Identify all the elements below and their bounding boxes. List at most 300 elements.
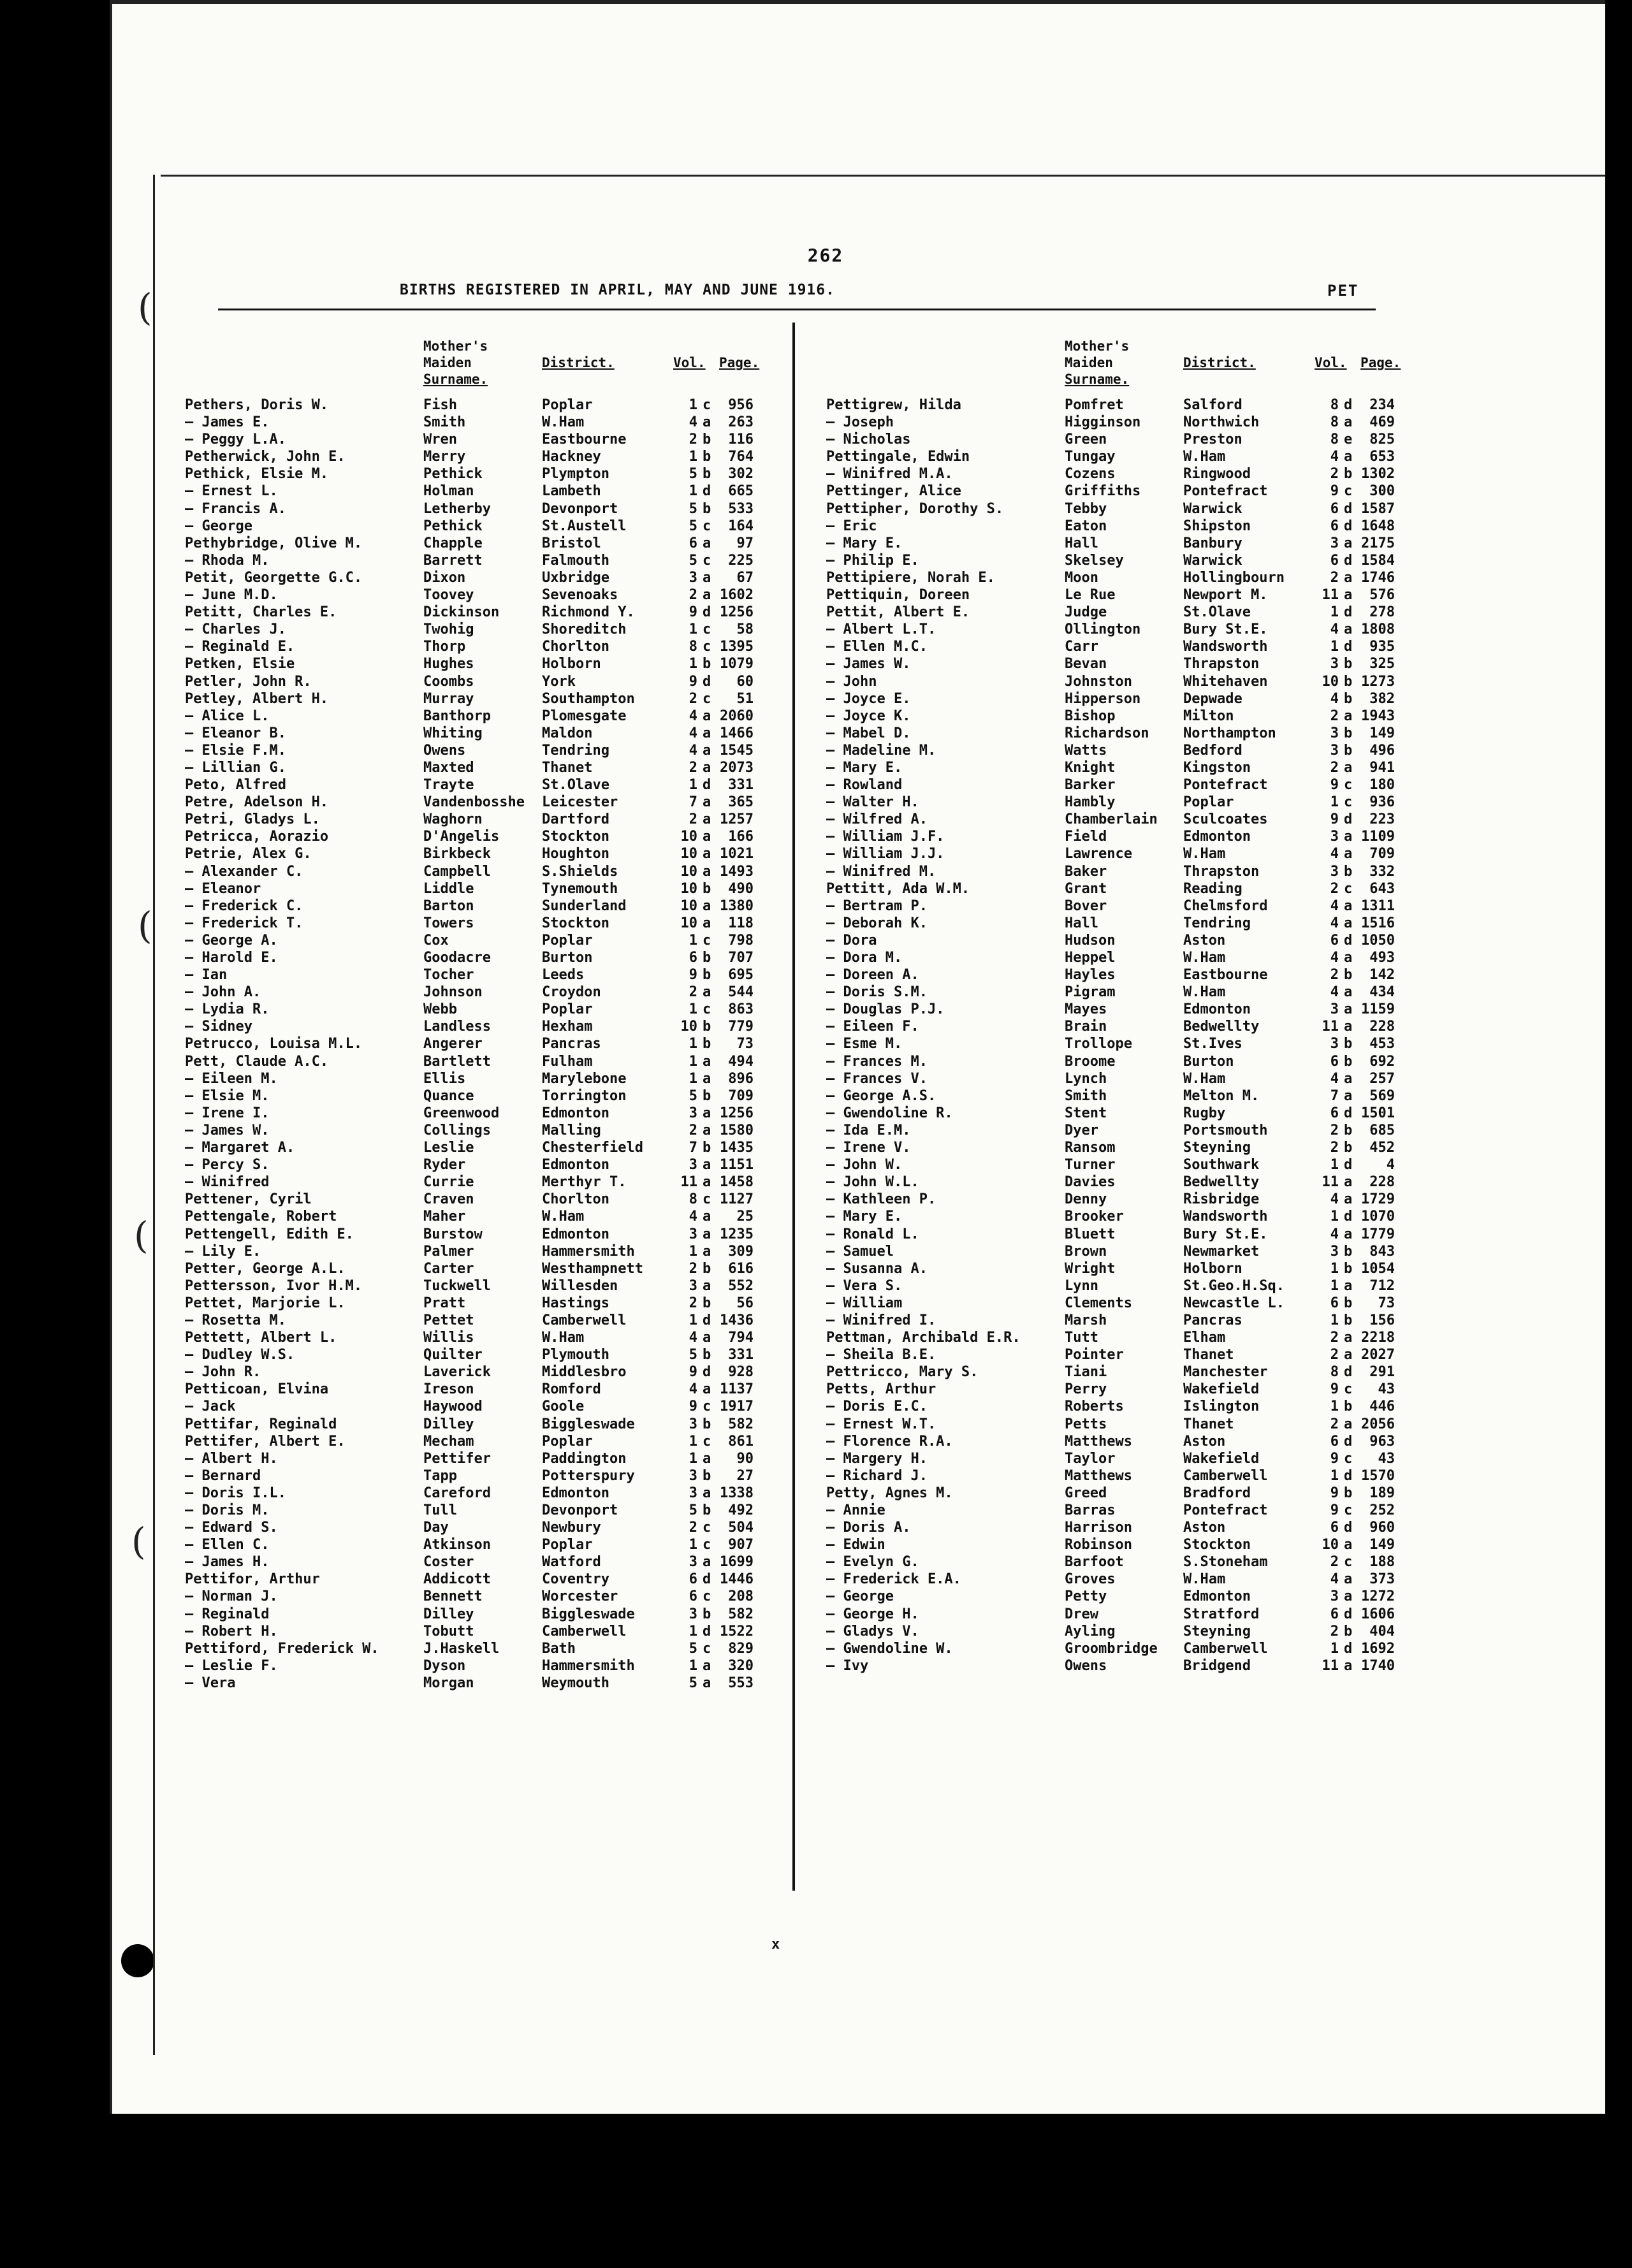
table-row xyxy=(826,1588,1400,1605)
entry-volume-part: d xyxy=(703,1364,711,1381)
entry-maiden-surname: Greenwood xyxy=(423,1105,500,1121)
table-row xyxy=(826,794,1400,811)
entry-volume: 3 xyxy=(688,1416,697,1432)
entry-name: — John W.L. xyxy=(826,1174,919,1191)
entry-name: — James W. xyxy=(826,656,911,672)
table-row xyxy=(826,1450,1400,1467)
entry-district: Marylebone xyxy=(542,1070,627,1087)
entry-volume: 4 xyxy=(1330,449,1339,465)
entry-volume-part: c xyxy=(703,1537,711,1553)
entry-maiden-surname: Brown xyxy=(1065,1243,1107,1260)
entry-maiden-surname: Lynn xyxy=(1065,1277,1098,1294)
entry-name: Pettett, Albert L. xyxy=(185,1330,337,1346)
entry-volume: 1 xyxy=(688,1312,697,1328)
entry-volume-part: c xyxy=(1344,1450,1353,1467)
entry-volume: 6 xyxy=(1330,1606,1339,1622)
entry-maiden-surname: Cozens xyxy=(1065,466,1116,483)
entry-district: Sculcoates xyxy=(1183,811,1268,828)
entry-name: Pettit, Albert E. xyxy=(826,604,970,621)
entry-volume-part: a xyxy=(703,1053,711,1070)
entry-maiden-surname: Burstow xyxy=(423,1226,483,1242)
entry-page: 764 xyxy=(728,449,754,465)
entry-name: — William J.J. xyxy=(826,846,945,862)
entry-volume-part: d xyxy=(1344,1520,1353,1536)
entry-volume: 4 xyxy=(688,1209,697,1225)
entry-name: — Douglas P.J. xyxy=(826,1001,945,1018)
entry-volume: 2 xyxy=(688,984,697,1001)
entry-district: Rugby xyxy=(1183,1105,1226,1121)
entry-page: 1257 xyxy=(720,811,754,828)
entry-maiden-surname: Green xyxy=(1065,432,1107,448)
entry-district: Stratford xyxy=(1183,1606,1260,1622)
entry-volume-part: a xyxy=(1344,898,1353,914)
table-row xyxy=(826,1191,1400,1208)
entry-name: Petitt, Charles E. xyxy=(185,604,337,621)
entry-page: 582 xyxy=(728,1416,754,1432)
entry-page: 180 xyxy=(1369,777,1395,794)
table-row xyxy=(185,1001,759,1018)
entry-maiden-surname: Perry xyxy=(1065,1381,1107,1398)
entry-volume: 2 xyxy=(1330,759,1339,776)
entry-volume: 7 xyxy=(688,794,697,811)
entry-volume-part: d xyxy=(1344,1157,1353,1174)
entry-page: 25 xyxy=(736,1209,754,1225)
table-row xyxy=(185,396,759,414)
entry-volume-part: c xyxy=(703,932,711,949)
entry-maiden-surname: Bennett xyxy=(423,1588,483,1605)
entry-name: — Ronald L. xyxy=(826,1226,919,1242)
entry-name: — James E. xyxy=(185,414,270,431)
entry-name: — Leslie F. xyxy=(185,1657,278,1674)
entry-name: — Dora xyxy=(826,932,877,949)
entry-name: — Ian xyxy=(185,967,228,984)
entry-district: Holborn xyxy=(542,656,601,672)
table-row xyxy=(826,776,1400,794)
entry-name: — Rowland xyxy=(826,777,903,794)
entry-volume: 4 xyxy=(1330,1571,1339,1588)
entry-page: 1692 xyxy=(1361,1640,1395,1657)
table-row xyxy=(185,1398,759,1415)
entry-maiden-surname: Smith xyxy=(1065,1087,1107,1104)
table-row xyxy=(185,1606,759,1623)
entry-volume-part: b xyxy=(703,466,711,483)
entry-maiden-surname: Tutt xyxy=(1065,1330,1098,1346)
entry-maiden-surname: Webb xyxy=(423,1001,457,1018)
entry-name: Pettigrew, Hilda xyxy=(826,397,961,413)
entry-page: 1545 xyxy=(720,742,754,759)
entry-name: Pethybridge, Olive M. xyxy=(185,535,363,551)
entry-volume: 6 xyxy=(688,950,697,966)
entry-volume-part: b xyxy=(703,1036,711,1052)
entry-district: Biggleswade xyxy=(542,1416,635,1432)
entry-volume: 6 xyxy=(688,1588,697,1605)
entry-district: Bath xyxy=(542,1640,576,1657)
entry-district: Eastbourne xyxy=(542,432,627,448)
entry-name: — Eleanor B. xyxy=(185,725,286,741)
entry-volume: 3 xyxy=(1330,1243,1339,1260)
entry-district: Newport M. xyxy=(1183,587,1268,604)
table-row xyxy=(826,880,1400,898)
entry-page: 1311 xyxy=(1361,898,1395,914)
entry-name: Pethers, Doris W. xyxy=(185,397,329,413)
table-row xyxy=(826,1571,1400,1588)
table-row xyxy=(826,1001,1400,1018)
entry-page: 552 xyxy=(728,1277,754,1294)
entry-volume-part: a xyxy=(703,1174,711,1191)
table-row xyxy=(826,742,1400,759)
entry-name: — John A. xyxy=(185,984,261,1001)
entry-volume-part: a xyxy=(703,1209,711,1225)
entry-page: 118 xyxy=(728,915,754,931)
entry-volume-part: a xyxy=(703,708,711,724)
entry-volume-part: a xyxy=(703,1450,711,1467)
entry-page: 1256 xyxy=(720,604,754,621)
table-row xyxy=(826,586,1400,604)
entry-maiden-surname: Chamberlain xyxy=(1065,811,1158,828)
entry-volume: 3 xyxy=(688,1105,697,1121)
entry-page: 490 xyxy=(728,880,754,897)
entry-volume-part: d xyxy=(1344,1606,1353,1622)
entry-page: 504 xyxy=(728,1520,754,1536)
column-headers xyxy=(185,338,759,396)
entry-volume-part: a xyxy=(1344,1226,1353,1242)
entry-district: Wandsworth xyxy=(1183,639,1268,655)
entry-page: 1070 xyxy=(1361,1209,1395,1225)
table-row xyxy=(826,1018,1400,1035)
entry-volume: 10 xyxy=(680,863,697,880)
entry-volume-part: c xyxy=(1344,1381,1353,1398)
entry-name: — Joyce K. xyxy=(826,708,911,724)
entry-name: Pettipher, Dorothy S. xyxy=(826,500,1004,517)
entry-maiden-surname: Hambly xyxy=(1065,794,1116,811)
entry-volume-part: a xyxy=(703,1226,711,1242)
entry-district: Edmonton xyxy=(542,1485,609,1501)
table-row xyxy=(826,1087,1400,1105)
entry-volume-part: a xyxy=(703,535,711,551)
entry-volume: 2 xyxy=(688,811,697,828)
entry-volume-part: c xyxy=(703,518,711,534)
entry-name: — George A. xyxy=(185,932,278,949)
table-row xyxy=(185,552,759,569)
entry-name: Petricca, Aorazio xyxy=(185,829,329,845)
entry-district: Aston xyxy=(1183,932,1226,949)
entry-district: Tendring xyxy=(542,742,609,759)
entry-district: Merthyr T. xyxy=(542,1174,627,1191)
entry-page: 278 xyxy=(1369,604,1395,621)
maiden-header-line-2: Maiden xyxy=(423,355,472,370)
table-row xyxy=(185,655,759,672)
entry-volume: 2 xyxy=(688,432,697,448)
entry-name: — Margaret A. xyxy=(185,1140,295,1156)
margin-bracket-mark: ( xyxy=(138,286,152,329)
entry-district: Risbridge xyxy=(1183,1191,1260,1208)
entry-district: Camberwell xyxy=(542,1623,627,1639)
entry-district: Wakefield xyxy=(1183,1450,1260,1467)
entry-volume-part: b xyxy=(703,449,711,465)
entry-page: 291 xyxy=(1369,1364,1395,1381)
entry-district: Shoreditch xyxy=(542,622,627,638)
entry-volume: 3 xyxy=(688,1277,697,1294)
entry-volume-part: d xyxy=(1344,811,1353,828)
entry-maiden-surname: Toovey xyxy=(423,587,474,604)
entry-name: — John W. xyxy=(826,1157,903,1174)
table-row xyxy=(826,1346,1400,1363)
entry-name: — Robert H. xyxy=(185,1623,278,1639)
entry-volume-part: a xyxy=(1344,1571,1353,1588)
entry-district: Thanet xyxy=(1183,1416,1234,1432)
entry-volume-part: a xyxy=(1344,829,1353,845)
entry-name: — June M.D. xyxy=(185,587,278,604)
entry-volume-part: d xyxy=(703,673,711,690)
table-row xyxy=(185,776,759,794)
entry-page: 829 xyxy=(728,1640,754,1657)
entry-volume: 4 xyxy=(688,414,697,431)
entry-name: — Vera xyxy=(185,1675,236,1691)
entry-name: — Rosetta M. xyxy=(185,1312,286,1328)
entry-volume: 2 xyxy=(1330,880,1339,897)
entry-name: — Walter H. xyxy=(826,794,919,811)
table-row xyxy=(185,604,759,621)
entry-maiden-surname: Tiani xyxy=(1065,1364,1107,1381)
entry-district: Pancras xyxy=(1183,1312,1242,1328)
entry-district: Whitehaven xyxy=(1183,673,1268,690)
entry-volume-part: b xyxy=(703,1140,711,1156)
entry-name: — Eileen F. xyxy=(826,1019,919,1035)
entry-volume: 6 xyxy=(1330,518,1339,534)
entry-district: Torrington xyxy=(542,1087,627,1104)
table-row xyxy=(185,1226,759,1243)
entry-page: 1137 xyxy=(720,1381,754,1398)
entry-maiden-surname: Waghorn xyxy=(423,811,483,828)
table-row xyxy=(185,1105,759,1122)
entry-maiden-surname: Richardson xyxy=(1065,725,1149,741)
entry-page: 300 xyxy=(1369,483,1395,500)
entry-volume-part: b xyxy=(1344,1399,1353,1415)
entry-maiden-surname: Broome xyxy=(1065,1053,1116,1070)
table-row xyxy=(185,1381,759,1398)
entry-page: 43 xyxy=(1378,1381,1395,1398)
entry-maiden-surname: Craven xyxy=(423,1191,474,1208)
table-row xyxy=(826,1260,1400,1277)
table-row xyxy=(185,569,759,586)
entry-volume: 4 xyxy=(1330,622,1339,638)
entry-volume: 3 xyxy=(688,1554,697,1571)
entry-page: 2056 xyxy=(1361,1416,1395,1432)
entry-volume-part: d xyxy=(1344,1209,1353,1225)
entry-volume: 3 xyxy=(688,1606,697,1622)
entry-name: — Winifred M.A. xyxy=(826,466,953,483)
table-row xyxy=(826,1363,1400,1381)
entry-name: Pettipiere, Norah E. xyxy=(826,569,995,586)
table-row xyxy=(826,1226,1400,1243)
page-edge-top xyxy=(110,0,1605,4)
entry-district: Melton M. xyxy=(1183,1087,1260,1104)
entry-volume-part: b xyxy=(1344,1260,1353,1277)
entry-volume: 1 xyxy=(688,483,697,500)
entry-maiden-surname: Matthews xyxy=(1065,1467,1132,1484)
entry-volume: 10 xyxy=(680,1019,697,1035)
entry-maiden-surname: Johnston xyxy=(1065,673,1132,690)
entry-name: — Frances M. xyxy=(826,1053,928,1070)
entry-volume-part: b xyxy=(1344,1122,1353,1138)
entry-page: 1580 xyxy=(720,1122,754,1138)
entry-volume: 9 xyxy=(688,1364,697,1381)
entry-volume-part: b xyxy=(703,1502,711,1518)
entry-district: W.Ham xyxy=(542,414,585,431)
entry-maiden-surname: Mayes xyxy=(1065,1001,1107,1018)
entry-page: 331 xyxy=(728,777,754,794)
entry-volume: 10 xyxy=(680,880,697,897)
entry-maiden-surname: Greed xyxy=(1065,1485,1107,1501)
table-row xyxy=(826,1156,1400,1174)
entry-page: 331 xyxy=(728,1347,754,1363)
entry-volume: 9 xyxy=(688,673,697,690)
entry-page: 960 xyxy=(1369,1520,1395,1536)
entry-page: 164 xyxy=(728,518,754,534)
table-row xyxy=(826,1122,1400,1139)
entry-district: Bury St.E. xyxy=(1183,1226,1268,1242)
table-row xyxy=(185,1363,759,1381)
entry-page: 896 xyxy=(728,1070,754,1087)
entry-volume-part: d xyxy=(1344,518,1353,534)
entry-volume-part: c xyxy=(703,1640,711,1657)
entry-maiden-surname: Barker xyxy=(1065,777,1116,794)
entry-page: 1127 xyxy=(720,1191,754,1208)
entry-maiden-surname: Pettet xyxy=(423,1312,474,1328)
table-row xyxy=(826,1553,1400,1571)
entry-page: 963 xyxy=(1369,1433,1395,1450)
entry-maiden-surname: Pointer xyxy=(1065,1347,1124,1363)
entry-maiden-surname: Johnson xyxy=(423,984,483,1001)
entry-name: — Peggy L.A. xyxy=(185,432,286,448)
entry-volume: 1 xyxy=(1330,1277,1339,1294)
entry-name: — Mabel D. xyxy=(826,725,911,741)
entry-volume-part: b xyxy=(703,1019,711,1035)
entry-volume: 1 xyxy=(688,1450,697,1467)
entry-maiden-surname: Tull xyxy=(423,1502,457,1518)
entry-name: — Doreen A. xyxy=(826,967,919,984)
entry-volume: 4 xyxy=(1330,915,1339,931)
entry-maiden-surname: Hall xyxy=(1065,915,1098,931)
entry-page: 1446 xyxy=(720,1571,754,1588)
entry-district: Newcastle L. xyxy=(1183,1295,1285,1311)
entry-maiden-surname: J.Haskell xyxy=(423,1640,500,1657)
register-page xyxy=(110,175,1605,2055)
entry-maiden-surname: Barrett xyxy=(423,552,483,569)
entry-district: W.Ham xyxy=(1183,846,1226,862)
entry-volume: 1 xyxy=(688,1537,697,1553)
entry-volume: 11 xyxy=(1322,1657,1339,1674)
table-row xyxy=(185,1035,759,1052)
entry-volume: 5 xyxy=(688,1502,697,1518)
entry-page: 907 xyxy=(728,1537,754,1553)
entry-page: 228 xyxy=(1369,1019,1395,1035)
entry-name: — Edwin xyxy=(826,1537,885,1553)
page-number: 262 xyxy=(807,245,844,266)
entry-district: W.Ham xyxy=(1183,449,1226,465)
entry-page: 149 xyxy=(1369,1537,1395,1553)
entry-maiden-surname: Day xyxy=(423,1520,449,1536)
entry-volume: 3 xyxy=(1330,742,1339,759)
entry-volume: 10 xyxy=(1322,1537,1339,1553)
entry-name: Pettiquin, Doreen xyxy=(826,587,970,604)
entry-district: Leicester xyxy=(542,794,618,811)
entry-district: Depwade xyxy=(1183,690,1242,707)
entry-volume: 5 xyxy=(688,1087,697,1104)
entry-volume: 9 xyxy=(1330,1502,1339,1518)
entry-name: Pettinger, Alice xyxy=(826,483,961,500)
entry-volume-part: a xyxy=(1344,535,1353,551)
entry-volume: 6 xyxy=(1330,500,1339,517)
entry-volume: 9 xyxy=(1330,1485,1339,1501)
table-row xyxy=(185,708,759,725)
table-row xyxy=(826,1208,1400,1225)
entry-volume: 9 xyxy=(1330,811,1339,828)
entry-page: 1435 xyxy=(720,1140,754,1156)
entry-volume: 9 xyxy=(688,967,697,984)
entry-maiden-surname: Dilley xyxy=(423,1606,474,1622)
entry-maiden-surname: Dyer xyxy=(1065,1122,1098,1138)
table-row xyxy=(185,500,759,518)
entry-volume-part: b xyxy=(703,950,711,966)
entry-volume: 4 xyxy=(1330,984,1339,1001)
entry-volume-part: b xyxy=(1344,1053,1353,1070)
entry-name: — Sheila B.E. xyxy=(826,1347,936,1363)
entry-name: — Albert H. xyxy=(185,1450,278,1467)
entry-maiden-surname: Tapp xyxy=(423,1467,457,1484)
entry-page: 685 xyxy=(1369,1122,1395,1138)
entry-district: St.Olave xyxy=(542,777,609,794)
entry-district: Richmond Y. xyxy=(542,604,635,621)
margin-bracket-mark: ( xyxy=(134,1214,149,1257)
entry-maiden-surname: Landless xyxy=(423,1019,491,1035)
table-row xyxy=(185,586,759,604)
page-header: Page. xyxy=(719,355,760,370)
table-row xyxy=(185,1433,759,1450)
entry-name: Pett, Claude A.C. xyxy=(185,1053,329,1070)
entry-maiden-surname: Ransom xyxy=(1065,1140,1116,1156)
entry-maiden-surname: Moon xyxy=(1065,569,1098,586)
entry-maiden-surname: Griffiths xyxy=(1065,483,1141,500)
table-row xyxy=(826,638,1400,655)
entry-volume: 1 xyxy=(688,1243,697,1260)
entry-volume: 1 xyxy=(1330,1157,1339,1174)
entry-maiden-surname: Owens xyxy=(1065,1657,1107,1674)
entry-district: Watford xyxy=(542,1554,601,1571)
entry-district: Bury St.E. xyxy=(1183,622,1268,638)
entry-name: Pettricco, Mary S. xyxy=(826,1364,979,1381)
entry-volume-part: d xyxy=(1344,552,1353,569)
table-row xyxy=(826,414,1400,431)
entry-page: 582 xyxy=(728,1606,754,1622)
table-row xyxy=(826,569,1400,586)
entry-name: Pettengell, Edith E. xyxy=(185,1226,354,1242)
entry-list-left xyxy=(185,396,759,1692)
entry-volume-part: a xyxy=(703,1554,711,1571)
entry-page: 453 xyxy=(1369,1036,1395,1052)
entry-maiden-surname: Petty xyxy=(1065,1588,1107,1605)
entry-volume-part: b xyxy=(1344,656,1353,672)
table-row xyxy=(826,1105,1400,1122)
entry-page: 166 xyxy=(728,829,754,845)
entry-volume: 11 xyxy=(680,1174,697,1191)
entry-volume-part: a xyxy=(703,1070,711,1087)
entry-district: Chorlton xyxy=(542,639,609,655)
entry-name: Petken, Elsie xyxy=(185,656,295,672)
table-row xyxy=(185,949,759,966)
entry-district: Bradford xyxy=(1183,1485,1251,1501)
entry-district: Southampton xyxy=(542,690,635,707)
